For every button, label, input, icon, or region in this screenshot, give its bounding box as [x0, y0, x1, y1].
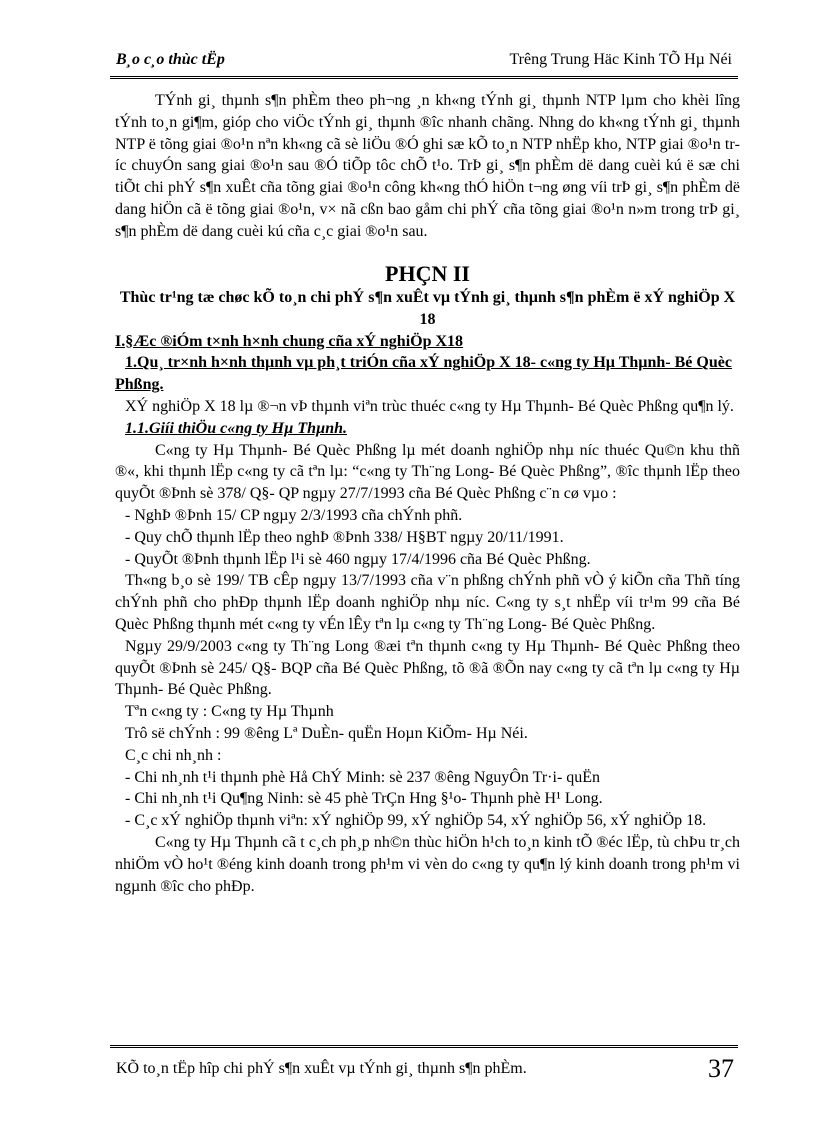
paragraph-company-rename: Ngµy 29/9/2003 c«ng ty Th¨ng Long ®æi tªn thµnh c«ng ty Hµ Thµnh- Bé Quèc Phßng theo quyÕt ®Þnh sè 245/ Q§- BQP cña Bé Quèc Phßng, tõ ®ã ®Õn nay c«ng ty cã tªn lµ c«ng ty Hµ Thµnh- Bé Quèc Phßng. [115, 637, 740, 699]
header-school-name: Trêng Trung Häc Kinh TÕ Hµ Néi [509, 51, 732, 68]
page-header [110, 46, 738, 79]
page-number: 37 [708, 1054, 734, 1083]
company-name-line: Tªn c«ng ty : C«ng ty Hµ Thµnh [125, 703, 334, 721]
list-item: - QuyÕt ®Þnh thµnh lËp l¹i sè 460 ngµy 17/4/1996 cña Bé Quèc Phßng. [125, 550, 591, 568]
list-item: - C¸c xÝ nghiÖp thµnh viªn: xÝ nghiÖp 99, xÝ nghiÖp 54, xÝ nghiÖp 56, xÝ nghiÖp 18. [125, 812, 707, 830]
list-item: - Chi nh¸nh t¹i thµnh phè Hå ChÝ Minh: sè 237 ®êng NguyÔn Tr·i- quËn [125, 768, 601, 786]
list-item: - Quy chÕ thµnh lËp theo nghÞ ®Þnh 338/ H§BT ngµy 20/11/1991. [125, 528, 564, 546]
subsection-title: 1.Qu¸ tr×nh h×nh thµnh vµ ph¸t triÓn cña xÝ nghiÖp X 18- c«ng ty Hµ Thµnh- Bé Quèc Phßng. [115, 354, 732, 394]
page-footer [110, 1045, 738, 1088]
part-title: PHÇN II [385, 260, 470, 286]
list-item: - NghÞ ®Þnh 15/ CP ngµy 2/3/1993 cña chÝnh phñ. [125, 506, 463, 524]
subsubsection-title: 1.1.Giíi thiÖu c«ng ty Hµ Thµnh. [125, 419, 348, 437]
list-item: - Chi nh¸nh t¹i Qu¶ng Ninh: sè 45 phè TrÇn Hng §¹o- Thµnh phè H¹ Long. [125, 790, 603, 808]
paragraph-company-founding: C«ng ty Hµ Thµnh- Bé Quèc Phßng lµ mét doanh nghiÖp nhµ níc thuéc Qu©n khu thñ ®«, khi thµnh lËp c«ng ty cã tªn lµ: “c«ng ty Th¨ng Long- Bé Quèc Phßng”, ®îc thµnh lËp theo quyÕt ®Þnh sè 378/ Q§- QP ngµy 27/7/1993 cña Bé Quèc Phßng c¨n cø vµo : [115, 441, 740, 503]
headquarters-line: Trô së chÝnh : 99 ®êng Lª DuÈn- quËn Hoµn KiÕm- Hµ Néi. [125, 724, 528, 742]
paragraph-costing-method: TÝnh gi¸ thµnh s¶n phÈm theo ph¬ng ¸n kh«ng tÝnh gi¸ thµnh NTP lµm cho khèi lîng tÝnh to¸n gi¶m, gióp cho viÖc tÝnh gi¸ thµnh ®îc nhanh chãng. Nhng do kh«ng tÝnh gi¸ thµnh NTP ë tõng giai ®o¹n nªn kh«ng cã sè liÖu ®Ó ghi sæ kÕ to¸n NTP nhËp kho, NTP giai ®o¹n tríc chuyÓn sang giai ®o¹n sau ®Ó tiÕp tôc chÕ t¹o. TrÞ gi¸ s¶n phÈm dë dang cuèi kú ë sæ chi tiÕt chi phÝ s¶n xuÊt cña tõng giai ®o¹n công kh«ng thÓ hiÖn t¬ng øng víi trÞ gi¸ s¶n phÈm dë dang hiÖn cã ë tõng giai ®o¹n, v× nã cßn bao gåm chi phÝ cña tõng giai ®o¹n n»m trong trÞ gi¸ s¶n phÈm dë dang cuèi kú cña c¸c giai ®o¹n sau. [115, 92, 740, 240]
paragraph-legal-status: C«ng ty Hµ Thµnh cã t c¸ch ph¸p nh©n thùc hiÖn h¹ch to¸n kinh tÕ ®éc lËp, tù chÞu tr¸ch nhiÖm vÒ ho¹t ®éng kinh doanh trong ph¹m vi vèn do c«ng ty qu¶n lý kinh doanh trong ph¹m vi ngµnh ®îc cho phÐp. [115, 833, 740, 895]
paragraph-enterprise-intro: XÝ nghiÖp X 18 lµ ®¬n vÞ thµnh viªn trùc thuéc c«ng ty Hµ Thµnh- Bé Quèc Phßng qu¶n lý. [125, 397, 734, 415]
chapter-title: Thùc tr¹ng tæ chøc kÕ to¸n chi phÝ s¶n xuÊt vµ tÝnh gi¸ thµnh s¶n phÈm ë xÝ nghiÖp X 18 [119, 288, 736, 328]
header-report-title: B¸o c¸o thùc tËp [116, 51, 225, 68]
footer-document-title: KÕ to¸n tËp hîp chi phÝ s¶n xuÊt vµ tÝnh gi¸ thµnh s¶n phÈm. [116, 1060, 527, 1077]
document-body [115, 90, 740, 897]
paragraph-government-notice: Th«ng b¸o sè 199/ TB cÊp ngµy 13/7/1993 cña v¨n phßng chÝnh phñ vÒ ý kiÕn cña Thñ tíng chÝnh phñ cho phÐp thµnh lËp doanh nghiÖp nhµ níc. C«ng ty s¸t nhËp víi tr¹m 99 cña Bé Quèc Phßng thµnh mét c«ng ty vÉn lÊy tªn lµ c«ng ty Th¨ng Long- Bé Quèc Phßng. [115, 572, 740, 633]
branches-label: C¸c chi nh¸nh : [125, 746, 222, 764]
section-title: I.§Æc ®iÓm t×nh h×nh chung cña xÝ nghiÖp X18 [115, 332, 464, 350]
